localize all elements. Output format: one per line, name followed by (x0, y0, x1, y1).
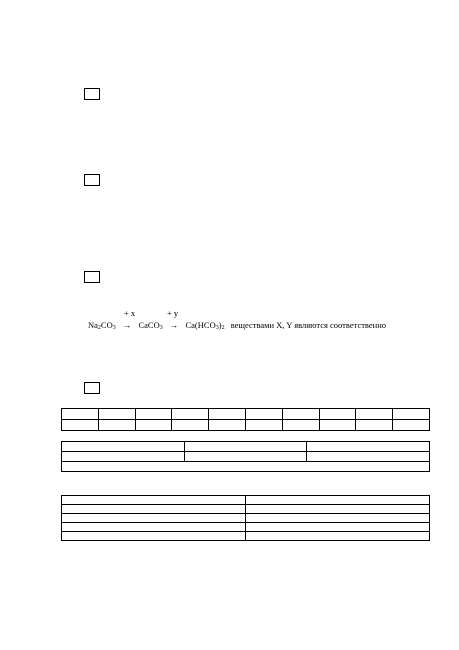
grid-cell[interactable] (209, 409, 246, 420)
table-row (62, 420, 430, 431)
table-cell[interactable] (184, 452, 307, 462)
table-cell[interactable] (62, 462, 430, 472)
response-table-2 (61, 441, 430, 472)
grid-cell[interactable] (98, 420, 135, 431)
table-row (62, 409, 430, 420)
table-cell[interactable] (307, 452, 430, 462)
table-row (62, 462, 430, 472)
grid-cell[interactable] (356, 409, 393, 420)
grid-cell[interactable] (209, 420, 246, 431)
table-cell[interactable] (62, 452, 185, 462)
table-cell[interactable] (184, 442, 307, 452)
grid-cell[interactable] (62, 420, 99, 431)
grid-cell[interactable] (282, 409, 319, 420)
table-cell[interactable] (62, 532, 246, 541)
answer-grid (61, 408, 430, 431)
table-cell[interactable] (246, 523, 430, 532)
table-cell[interactable] (62, 496, 246, 505)
compound-na2co3: $Na_2CO_3$ (88, 320, 116, 331)
reagent-x-label: + x (124, 308, 136, 318)
grid-cell[interactable] (135, 409, 172, 420)
question-box-2 (84, 174, 100, 186)
table-cell[interactable] (246, 514, 430, 523)
table-cell[interactable] (307, 442, 430, 452)
grid-cell[interactable] (393, 409, 430, 420)
question-box-4 (84, 382, 100, 394)
table-row (62, 514, 430, 523)
table-row (62, 532, 430, 541)
table-row (62, 442, 430, 452)
reagent-y-label: + y (167, 308, 179, 318)
table-cell[interactable] (62, 442, 185, 452)
grid-cell[interactable] (282, 420, 319, 431)
table-cell[interactable] (62, 514, 246, 523)
grid-cell[interactable] (393, 420, 430, 431)
grid-cell[interactable] (172, 409, 209, 420)
arrow-icon: → (169, 320, 179, 330)
grid-cell[interactable] (172, 420, 209, 431)
response-table-3 (61, 495, 430, 541)
grid-cell[interactable] (135, 420, 172, 431)
arrow-icon: → (122, 320, 132, 330)
question-box-3 (84, 271, 100, 283)
grid-cell[interactable] (98, 409, 135, 420)
table-row (62, 452, 430, 462)
table-cell[interactable] (246, 496, 430, 505)
table-row (62, 523, 430, 532)
question-box-1 (84, 88, 100, 100)
grid-cell[interactable] (356, 420, 393, 431)
reaction-scheme (88, 320, 386, 331)
grid-cell[interactable] (245, 420, 282, 431)
compound-caco3: CaCO$_3$ (138, 320, 163, 331)
table-cell[interactable] (62, 505, 246, 514)
grid-cell[interactable] (62, 409, 99, 420)
table-row (62, 505, 430, 514)
table-row (62, 496, 430, 505)
grid-cell[interactable] (319, 409, 356, 420)
table-cell[interactable] (246, 505, 430, 514)
reaction-question-text: веществами X, Y являются соответственно (230, 320, 387, 330)
compound-ca-hco3-2: $Ca(HCO_3)_2$ (185, 320, 225, 331)
table-cell[interactable] (246, 532, 430, 541)
grid-cell[interactable] (245, 409, 282, 420)
table-cell[interactable] (62, 523, 246, 532)
grid-cell[interactable] (319, 420, 356, 431)
